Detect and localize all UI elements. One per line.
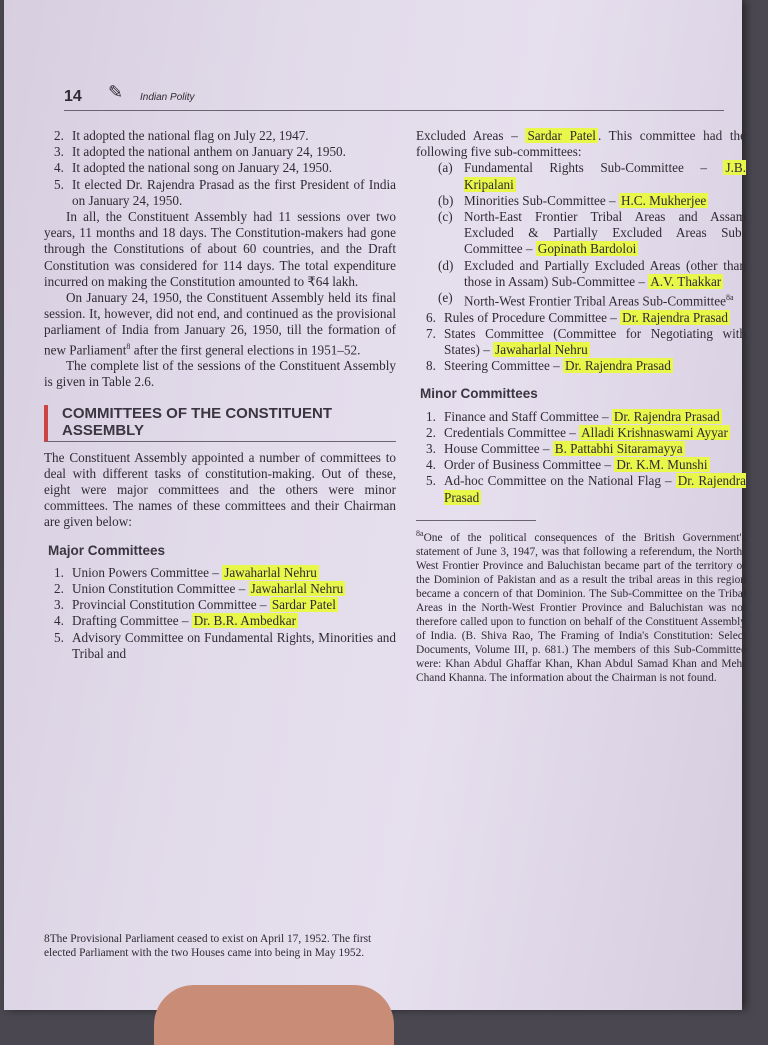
- list-item: 2. It adopted the national flag on July 22, 1947.: [54, 128, 309, 143]
- list-item: (b) Minorities Sub-Committee – H.C. Mukherjee: [438, 192, 707, 208]
- minor-committees-heading: Minor Committees: [420, 386, 538, 402]
- section-heading: COMMITTEES OF THE CONSTITUENT ASSEMBLY: [44, 405, 396, 442]
- book-title: Indian Polity: [140, 92, 195, 103]
- left-column: [44, 128, 396, 662]
- list-item: 3. Provincial Constitution Committee – Sardar Patel: [54, 597, 336, 613]
- list-item: (e) North-West Frontier Tribal Areas Sub-Committee$^{8a}$: [438, 290, 734, 309]
- finger-photo-artifact: [154, 985, 394, 1045]
- list-item: 3. It adopted the national anthem on January 24, 1950.: [54, 144, 346, 160]
- paragraph-final-session: On January 24, 1950, the Constituent Assembly held its final session. It, however, did not end, and continued as the provisional parliament of India from January 26, 1950, till the formation of new Parliament$^8$ after the first general elections in 1951–52.: [44, 290, 396, 358]
- list-item: 4. Order of Business Committee – Dr. K.M. Munshi: [426, 457, 708, 473]
- book-page: [4, 0, 746, 1010]
- minor-committees-list: [416, 409, 746, 506]
- list-item: 5. Advisory Committee on Fundamental Rights, Minorities and Tribal and: [54, 629, 396, 661]
- list-item: (d) Excluded and Partially Excluded Areas (other than those in Assam) Sub-Committee – A.V. Thakkar: [438, 257, 746, 289]
- major-committees-list-continued: [416, 310, 746, 375]
- right-column: [416, 128, 746, 685]
- list-item: (a) Fundamental Rights Sub-Committee – J.B. Kripalani: [438, 160, 746, 192]
- list-item: 1. Finance and Staff Committee – Dr. Rajendra Prasad: [426, 408, 720, 424]
- list-item: 1. Union Powers Committee – Jawaharlal Nehru: [54, 564, 317, 580]
- list-item: 4. Drafting Committee – Dr. B.R. Ambedkar: [54, 613, 296, 629]
- advisory-continued: Excluded Areas – Sardar Patel . This committee had the following five sub-committees:: [416, 128, 746, 160]
- page-header: [64, 82, 724, 111]
- footnote-left: 8The Provisional Parliament ceased to exist on April 17, 1952. The first elected Parliament with the two Houses came into being in May 1952.: [44, 933, 372, 959]
- adoption-list: [44, 128, 396, 209]
- paragraph-sessions: In all, the Constituent Assembly had 11 sessions over two years, 11 months and 18 days. The Constitution-makers had gone through the Constitutions of about 60 countries, and the Draft Constitution was considered for 114 days. The total expenditure incurred on making the Constitution amounted to ₹64 lakh.: [44, 209, 396, 289]
- list-item: (c) North-East Frontier Tribal Areas and Assam Excluded & Partially Excluded Areas Sub-Committee – Gopinath Bardoloi: [438, 209, 746, 257]
- list-item: 8. Steering Committee – Dr. Rajendra Prasad: [426, 358, 671, 374]
- sub-committees-list: [416, 160, 746, 309]
- list-item: 6. Rules of Procedure Committee – Dr. Rajendra Prasad: [426, 309, 729, 325]
- major-committees-list: [44, 565, 396, 662]
- footnote-right: $^{8a}$One of the political consequences of the British Government's statement of June 3, 1947, was that following a referendum, the North-West Frontier Province and Baluchistan became part of the territory of the Dominion of Pakistan and as a result the tribal areas in this region became a concern of that Dominion. The Sub-Committee on the Tribal Areas in the North-West Frontier Province and Baluchistan was not therefore called upon to function on behalf of the Constituent Assembly of India. (B. Shiva Rao, The Framing of India's Constitution: Select Documents, Volume III, p. 681.) The members of this Sub-Committee were: Khan Abdul Ghaffar Khan, Khan Abdul Samad Khan and Mehr Chand Khanna. The information about the Chairman is not found.: [416, 528, 746, 684]
- list-item: 5. It elected Dr. Rajendra Prasad as the first President of India on January 24, 1950.: [54, 176, 396, 208]
- paragraph-table-ref: The complete list of the sessions of the Constituent Assembly is given in Table 2.6.: [44, 358, 396, 390]
- list-item: 2. Credentials Committee – Alladi Krishnaswami Ayyar: [426, 424, 728, 440]
- page-number: 14: [64, 88, 82, 105]
- list-item: 4. It adopted the national song on January 24, 1950.: [54, 160, 333, 176]
- list-item: 7. States Committee (Committee for Negotiating with States) – Jawaharlal Nehru: [426, 325, 746, 358]
- list-item: 5. Ad-hoc Committee on the National Flag – Dr. Rajendra Prasad: [426, 473, 746, 505]
- major-committees-heading: Major Committees: [48, 542, 166, 558]
- list-item: 2. Union Constitution Committee – Jawaharlal Nehru: [54, 581, 344, 597]
- footnote-divider: [416, 520, 536, 521]
- book-icon: ✎: [108, 82, 124, 102]
- paragraph-committees-intro: The Constituent Assembly appointed a number of committees to deal with different tasks of constitution-making. Out of these, eight were major committees and the others were minor committees. The names of these committees and their Chairman are given below:: [44, 449, 396, 530]
- list-item: 3. House Committee – B. Pattabhi Sitaramayya: [426, 441, 683, 457]
